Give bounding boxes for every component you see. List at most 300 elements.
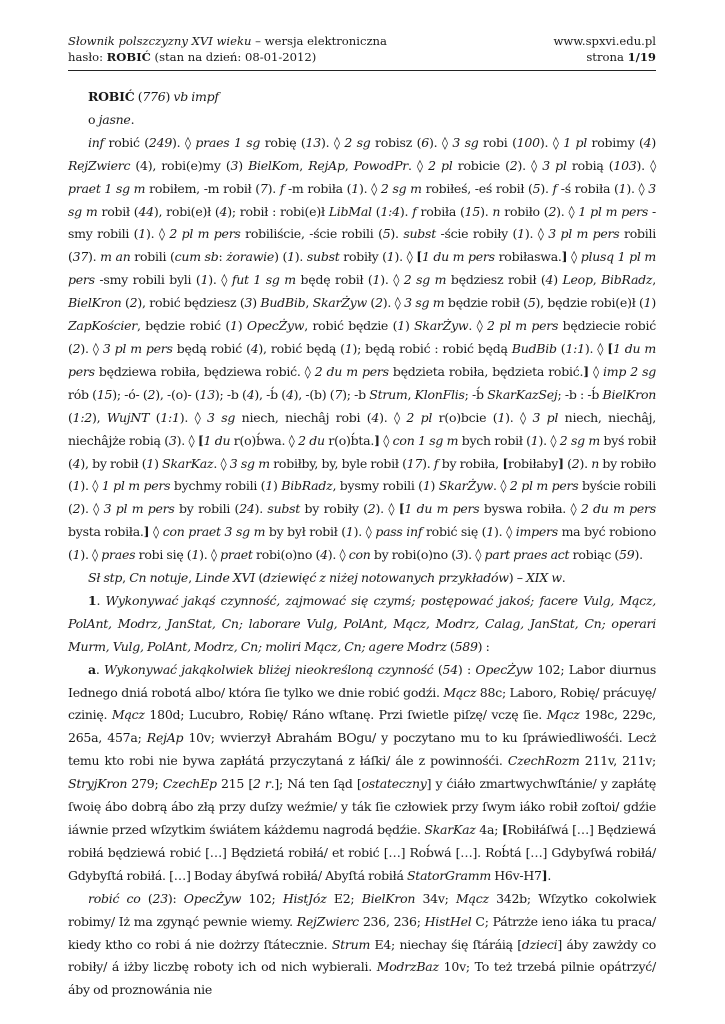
italic-text: SkarŻyw — [312, 295, 367, 311]
text-run: ); -b — [342, 386, 370, 402]
italic-text: 2 pl — [428, 157, 453, 173]
italic-text: 2 pl — [406, 409, 433, 425]
text-run: r(o)bcie ( — [432, 409, 498, 425]
italic-text: 59 — [619, 547, 635, 563]
text-run: 10v; To też trzebá pilnie opátrzyć/ áby od proznowánia nie — [68, 959, 656, 998]
bold-text: [ — [501, 822, 508, 837]
italic-text: 3 — [455, 547, 464, 563]
bold-text: ROBIĆ — [88, 89, 135, 104]
italic-text: 2 sg m — [403, 272, 447, 288]
italic-text: 3 pl m pers — [548, 226, 620, 242]
italic-text: 1 — [517, 226, 525, 242]
italic-text: 3 pl m pers — [103, 501, 175, 517]
text-run: . — [96, 592, 106, 608]
text-run: ( — [446, 638, 455, 654]
text-run: ) — [651, 295, 657, 311]
text-run: ( — [140, 890, 153, 906]
italic-text: 4 — [320, 547, 328, 563]
italic-text: BielKron — [68, 295, 122, 311]
text-run: . ◊ — [213, 455, 230, 471]
italic-text: 2 du — [298, 432, 325, 448]
text-run: ); -ó- ( — [112, 386, 148, 402]
text-run: , robić będzie ( — [304, 318, 398, 334]
italic-text: 3 sg m — [229, 455, 270, 471]
text-run: by był robił ( — [265, 524, 346, 540]
text-run: ). — [480, 203, 493, 219]
text-run: ) — [238, 157, 249, 173]
text-run: ), -(o)- ( — [155, 386, 200, 402]
italic-text: ModrzBaz — [376, 959, 439, 975]
text-run: ). — [267, 180, 280, 196]
italic-text: 1 — [422, 478, 431, 494]
text-run: ) — [237, 318, 247, 334]
italic-text: ZapKościer — [68, 318, 137, 334]
italic-text: 4 — [285, 386, 294, 402]
italic-text: n — [591, 455, 600, 471]
italic-text: 5 — [382, 226, 391, 242]
italic-text: 1 — [497, 409, 506, 425]
italic-text: 1 — [618, 180, 627, 196]
bold-text: ] — [541, 867, 548, 883]
italic-text: SkarŻyw — [414, 318, 469, 334]
italic-text: 1 — [230, 318, 238, 334]
italic-text: 1:1 — [565, 340, 585, 356]
italic-text: Mącz — [443, 684, 477, 700]
entry-paragraph — [68, 109, 656, 132]
italic-text: 54 — [442, 661, 458, 677]
italic-text: 1 pl m pers — [578, 203, 648, 219]
text-run: -smy robili ( — [68, 203, 656, 242]
italic-text: RejAp — [308, 157, 345, 173]
italic-text: jasne — [98, 111, 131, 127]
text-run: ) — [273, 478, 282, 494]
italic-text: 2 — [375, 295, 383, 311]
italic-text: con praet 3 sg m — [162, 524, 266, 540]
italic-text: f — [433, 455, 439, 471]
text-run: ). ◊ — [172, 134, 196, 150]
italic-text: pass inf — [375, 524, 423, 540]
text-run: robić się ( — [422, 524, 487, 540]
text-run: H6v-H7 — [490, 867, 542, 883]
entry-paragraph — [68, 659, 656, 888]
italic-text: 1 — [345, 524, 354, 540]
text-run: ), — [92, 409, 107, 425]
text-run: robiły ( — [339, 249, 387, 265]
text-run: ) : — [477, 638, 490, 654]
italic-text: 1 — [146, 455, 155, 471]
italic-text: fut 1 sg m — [231, 272, 296, 288]
text-run: ). ◊ — [463, 547, 485, 563]
text-run: ). ◊ — [359, 180, 381, 196]
text-run: . — [561, 570, 566, 586]
italic-text: 1:1 — [160, 409, 180, 425]
italic-text: KlonFlis — [414, 386, 465, 402]
italic-text: Mącz — [546, 707, 580, 723]
italic-text: 2 du m pers — [314, 363, 389, 379]
italic-text: 2 — [147, 386, 156, 402]
italic-text: OpecŻyw — [246, 318, 305, 334]
italic-text: m an — [100, 249, 131, 265]
italic-text: OpecŻyw — [475, 661, 533, 677]
text-run: . — [95, 661, 105, 677]
bold-text: ] — [374, 432, 380, 448]
page-header — [68, 33, 656, 65]
text-run: , — [652, 272, 656, 288]
text-run: bysta robiła. — [68, 524, 144, 540]
text-run: ( — [68, 409, 73, 425]
text-run: ) — [404, 318, 415, 334]
website-link[interactable]: www.spxvi.edu.pl — [553, 34, 656, 48]
italic-text: 3 — [244, 295, 253, 311]
italic-text: RejZwierc — [296, 913, 359, 929]
text-run: ma być robiono ( — [68, 524, 656, 563]
text-run: robić ( — [103, 134, 149, 150]
italic-text: 2 — [509, 157, 518, 173]
text-run: robiłby, by, byle robił ( — [269, 455, 407, 471]
text-run: będę robił ( — [295, 272, 373, 288]
italic-text: 24 — [239, 501, 255, 517]
italic-text: 3 — [168, 432, 177, 448]
text-run: ). ◊ — [584, 340, 608, 356]
italic-text: 5 — [532, 180, 541, 196]
text-run: , — [407, 386, 415, 402]
italic-text: OpecŻyw — [183, 890, 242, 906]
text-run: robiłem, -m robił ( — [145, 180, 260, 196]
text-run: robię ( — [260, 134, 306, 150]
italic-text: praes 1 sg — [195, 134, 261, 150]
text-run: by robiły ( — [300, 501, 368, 517]
italic-text: Leop — [562, 272, 593, 288]
text-run: ). ◊ — [382, 295, 405, 311]
italic-text: 2 pl m pers — [487, 318, 559, 334]
text-run: 211v, 211v; — [579, 753, 656, 769]
text-run: ); będą robić : robić będą — [352, 340, 512, 356]
italic-text: dziewięć z niżej notowanych przykładów — [263, 570, 509, 586]
italic-text: 4 — [219, 203, 228, 219]
text-run: robiłeś, -eś robił ( — [421, 180, 533, 196]
italic-text: StatorGramm — [406, 867, 491, 883]
italic-text: 3 sg — [452, 134, 479, 150]
italic-text: 4 — [246, 386, 255, 402]
text-run: rób ( — [68, 386, 97, 402]
text-run: 102; Labor diurnus Iednego dniá robotá albo/ która ſie tylko we dnie robić godźi. — [68, 661, 656, 700]
italic-text: praet — [220, 547, 253, 563]
text-run: robi się ( — [135, 547, 192, 563]
text-run: robią ( — [566, 157, 614, 173]
text-run: robisz ( — [370, 134, 422, 150]
text-run: C; Pátrzże ieno iáka tu praca/ kiedy ktho co robi á nie dożrzy ſtátecznie. — [68, 913, 656, 952]
italic-text: 1 — [530, 432, 539, 448]
text-run: 236, 236; — [358, 913, 425, 929]
text-run: , — [305, 295, 313, 311]
italic-text: 17 — [406, 455, 423, 471]
text-run: robili ( — [68, 226, 656, 265]
text-run: ). ◊ — [80, 340, 103, 356]
text-run: ). — [390, 226, 404, 242]
italic-text: 1 — [372, 272, 381, 288]
text-run: ). — [579, 455, 592, 471]
italic-text: żorawie — [226, 249, 275, 265]
text-run: ( — [134, 89, 143, 104]
text-run: ); -b ( — [214, 386, 247, 402]
bold-text: [ — [502, 455, 508, 471]
italic-text: 589 — [454, 638, 478, 654]
text-run: E2; — [326, 890, 362, 906]
italic-text: 2 pl m pers — [509, 478, 579, 494]
text-run: , bysmy robili ( — [332, 478, 423, 494]
italic-text: n — [492, 203, 501, 219]
italic-text: 2 — [72, 501, 81, 517]
text-run: ). ◊ — [146, 226, 170, 242]
italic-text: 3 sg — [207, 409, 236, 425]
text-run: byście robili ( — [68, 478, 656, 517]
italic-text: 3 pl — [532, 409, 559, 425]
italic-text: con — [348, 547, 371, 563]
text-run: ) — [553, 272, 563, 288]
italic-text: f — [552, 180, 557, 196]
italic-text: inf — [88, 134, 104, 150]
italic-text: BielKron — [602, 386, 657, 402]
text-run: bychmy robili ( — [170, 478, 266, 494]
text-run: 198c, 229c, 265a, 457a; — [68, 707, 657, 746]
italic-text: Linde XVI — [195, 570, 256, 586]
text-run: ). — [422, 455, 434, 471]
text-run: ). ◊ — [379, 409, 407, 425]
italic-text: 1 — [397, 318, 405, 334]
text-run: będzie robił ( — [444, 295, 528, 311]
text-run: r(o)b́ta. — [324, 432, 375, 448]
text-run: ; -b́ — [464, 386, 488, 402]
text-run: ), by robił ( — [80, 455, 147, 471]
entry-paragraph — [68, 132, 656, 567]
italic-text: 1 — [486, 524, 495, 540]
bold-text: ] — [583, 363, 589, 379]
text-run: ◊ — [379, 432, 393, 448]
italic-text: Mącz — [111, 707, 145, 723]
text-run: robił ( — [97, 203, 139, 219]
italic-text: 1 du m pers — [68, 340, 656, 379]
text-run: ). ◊ — [380, 272, 404, 288]
text-run: ). ◊ — [636, 157, 657, 173]
header-divider — [68, 70, 656, 71]
text-run: ). ◊ — [626, 180, 649, 196]
italic-text: cum sb — [174, 249, 219, 265]
text-run: ◊ — [588, 363, 604, 379]
text-run: .]; Ná ten ſąd [ — [270, 776, 362, 792]
italic-text: praes — [101, 547, 136, 563]
text-run: 4a; — [475, 822, 502, 837]
bold-text: ] — [561, 249, 568, 265]
text-run: byswa robiła. ◊ — [479, 501, 581, 517]
entry-info: hasło: ROBIĆ (stan na dzień: 08-01-2012) — [68, 50, 317, 64]
italic-text: 1 du m pers — [421, 249, 495, 265]
entry-word: ROBIĆ — [106, 50, 151, 64]
text-run: , — [592, 272, 602, 288]
italic-text: 6 — [421, 134, 429, 150]
text-run: ) – — [508, 570, 527, 586]
text-run: ). ◊ — [524, 226, 549, 242]
text-run: ( — [121, 295, 130, 311]
italic-text: part praes act — [484, 547, 570, 563]
italic-text: subst — [306, 249, 340, 265]
text-run: -m robiła ( — [284, 180, 352, 196]
text-run: , — [122, 570, 130, 586]
italic-text: Mącz — [455, 890, 489, 906]
text-run: ): — [167, 890, 184, 906]
text-run: 34v; — [415, 890, 456, 906]
text-run: ). ◊ — [208, 272, 232, 288]
text-run: by robi(o)no ( — [370, 547, 456, 563]
italic-text: BibRadz — [601, 272, 653, 288]
italic-text: 1 — [287, 249, 295, 265]
text-run: będziesz robił ( — [446, 272, 546, 288]
italic-text: SkarKaz — [162, 455, 214, 471]
italic-text: robić co — [88, 890, 141, 906]
italic-text: 1 — [72, 547, 81, 563]
entry-paragraphs — [68, 86, 656, 1002]
text-run: 279; — [127, 776, 163, 792]
italic-text: f — [279, 180, 285, 196]
italic-text: XIX w — [526, 570, 562, 586]
text-run: ), -b́ ( — [254, 386, 286, 402]
text-run: ), robić będą ( — [258, 340, 345, 356]
text-run: byś robił ( — [68, 432, 656, 471]
text-run: , — [344, 157, 354, 173]
text-run: Robiłáſwá […] Będziewá robiłá będziewá robić […] Będzietá robiłá/ et robić […] Rob́wá […]. Rob́tá […] Gdybyſwá robiłá/ Gdybyſtá robiłá. […] Boday ábyſwá robiłá/ Abyſtá robiłá — [68, 822, 656, 883]
italic-text: 1 pl m pers — [101, 478, 171, 494]
italic-text: 1 — [200, 272, 209, 288]
text-run: ) — [252, 295, 261, 311]
italic-text: 2 sg m — [559, 432, 600, 448]
italic-text: Wykonywać jakąkolwiek bliżej nieokreśloną czynność — [104, 661, 434, 677]
entry-paragraph — [68, 567, 656, 590]
italic-text: Strum — [369, 386, 408, 402]
text-run: ). ◊ — [538, 432, 560, 448]
italic-text: Wykonywać jakąś czynność, zajmować się czymś; postępować jakoś; facere Vulg, Mącz, PolAnt, Modrz, JanStat, Cn; laborare Vulg, PolAnt, Mącz, Modrz, Calag, JanStat, Cn; operari Murm, Vulg, PolAnt, Modrz, Cn; moliri Mącz, Cn; agere Modrz — [68, 592, 657, 654]
italic-text: 23 — [152, 890, 168, 906]
text-run: robi(o)no ( — [252, 547, 321, 563]
text-run: ( — [371, 203, 381, 219]
text-run: robi ( — [478, 134, 517, 150]
italic-text: SkarKazSej — [487, 386, 558, 402]
italic-text: 4 — [72, 455, 81, 471]
text-run: ◊ — [149, 524, 163, 540]
page-number: strona 1/19 — [586, 50, 656, 64]
text-run: ). ◊ — [494, 524, 516, 540]
bold-text: [ — [197, 432, 204, 448]
text-run: ) : — [457, 661, 476, 677]
text-run: 180d; Lucubro, Robię/ Ráno wſtanę. Przi ſwietle piſzę/ vczę ſie. — [144, 707, 547, 723]
italic-text: BielKom — [248, 157, 300, 173]
italic-text: 103 — [613, 157, 637, 173]
text-run: , będzie robić ( — [136, 318, 230, 334]
text-run: robiłaswa. — [494, 249, 562, 265]
italic-text: 44 — [138, 203, 154, 219]
italic-text: 15 — [96, 386, 113, 402]
italic-text: 1 du m pers — [404, 501, 480, 517]
text-run: . ◊ — [468, 318, 488, 334]
italic-text: 15 — [464, 203, 481, 219]
text-run: 10v; wvierzył Abrahám BOgu/ y poczytano mu to ku ſpráwiedliwośći. Lecż temu kto robi nie bywa zapłátá przyczytaná z łáſki/ ále z powinnośći. — [68, 730, 656, 769]
italic-text: BudBib — [260, 295, 306, 311]
text-run: r(o)b́wa. ◊ — [230, 432, 299, 448]
text-run: ). ◊ — [539, 134, 564, 150]
italic-text: 2 — [129, 295, 138, 311]
text-run: robiłaby — [507, 455, 559, 471]
text-run: ◊ — [567, 249, 581, 265]
text-run: ), robi(e)ł ( — [153, 203, 220, 219]
italic-text: HistJóz — [282, 890, 327, 906]
text-run: będzieta robiła, będzieta robić. — [388, 363, 584, 379]
text-run: ( — [149, 409, 161, 425]
italic-text: Sł stp — [88, 570, 123, 586]
italic-text: RejAp — [146, 730, 184, 746]
italic-text: 2 — [367, 501, 376, 517]
italic-text: 3 pl — [542, 157, 567, 173]
text-run: ). ◊ — [505, 409, 533, 425]
text-run: -smy robili byli ( — [94, 272, 201, 288]
italic-text: 4 — [643, 134, 652, 150]
italic-text: 2 r — [252, 776, 271, 792]
entry-paragraph — [68, 590, 656, 659]
source-title: Słownik polszczyzny XVI wieku – wersja elektroniczna — [68, 34, 387, 48]
text-run: , — [188, 570, 196, 586]
text-run: ). ◊ — [320, 134, 345, 150]
italic-text: 1 — [265, 478, 274, 494]
text-run: 215 [ — [216, 776, 253, 792]
text-run: ). ◊ — [428, 134, 453, 150]
italic-text: 776 — [142, 89, 166, 104]
text-run: będziecie robić ( — [68, 318, 656, 356]
italic-text: LibMal — [328, 203, 372, 219]
text-run: by robiła, — [438, 455, 503, 471]
italic-text: ostateczny — [361, 776, 427, 792]
italic-text: 7 — [334, 386, 343, 402]
text-run: -ś robiła ( — [556, 180, 619, 196]
italic-text: StryjKron — [68, 776, 128, 792]
italic-text: 1 — [191, 547, 200, 563]
bold-text: [ — [416, 249, 422, 265]
dictionary-entry-body — [68, 86, 657, 998]
text-run: ). — [540, 180, 553, 196]
text-run: ). ◊ — [80, 501, 104, 517]
text-run: ) — [165, 89, 174, 104]
text-run: . ◊ — [407, 157, 429, 173]
text-run: robili ( — [130, 249, 175, 265]
italic-text: 1 — [72, 478, 81, 494]
italic-text: 37 — [72, 249, 89, 265]
text-run: bych robił ( — [458, 432, 531, 448]
text-run: ). ◊ — [176, 432, 198, 448]
text-run: ( — [366, 295, 376, 311]
text-run: ). — [254, 501, 268, 517]
italic-text: 2 sg m — [380, 180, 422, 196]
bold-text: 1 — [88, 592, 97, 608]
bold-text: ] — [558, 455, 564, 471]
italic-text: Cn notuje — [129, 570, 189, 586]
italic-text: 1 — [386, 249, 395, 265]
italic-text: 3 sg m — [68, 180, 656, 219]
italic-text: 5 — [527, 295, 536, 311]
italic-text: plusq 1 pl m pers — [68, 249, 656, 288]
italic-text: 1 — [351, 180, 359, 196]
italic-text: 2 — [571, 455, 580, 471]
text-run: ). ◊ — [394, 249, 417, 265]
italic-text: 249 — [148, 134, 173, 150]
bold-text: [ — [398, 501, 405, 517]
italic-text: subst — [403, 226, 436, 242]
italic-text: SkarKaz — [424, 822, 476, 837]
